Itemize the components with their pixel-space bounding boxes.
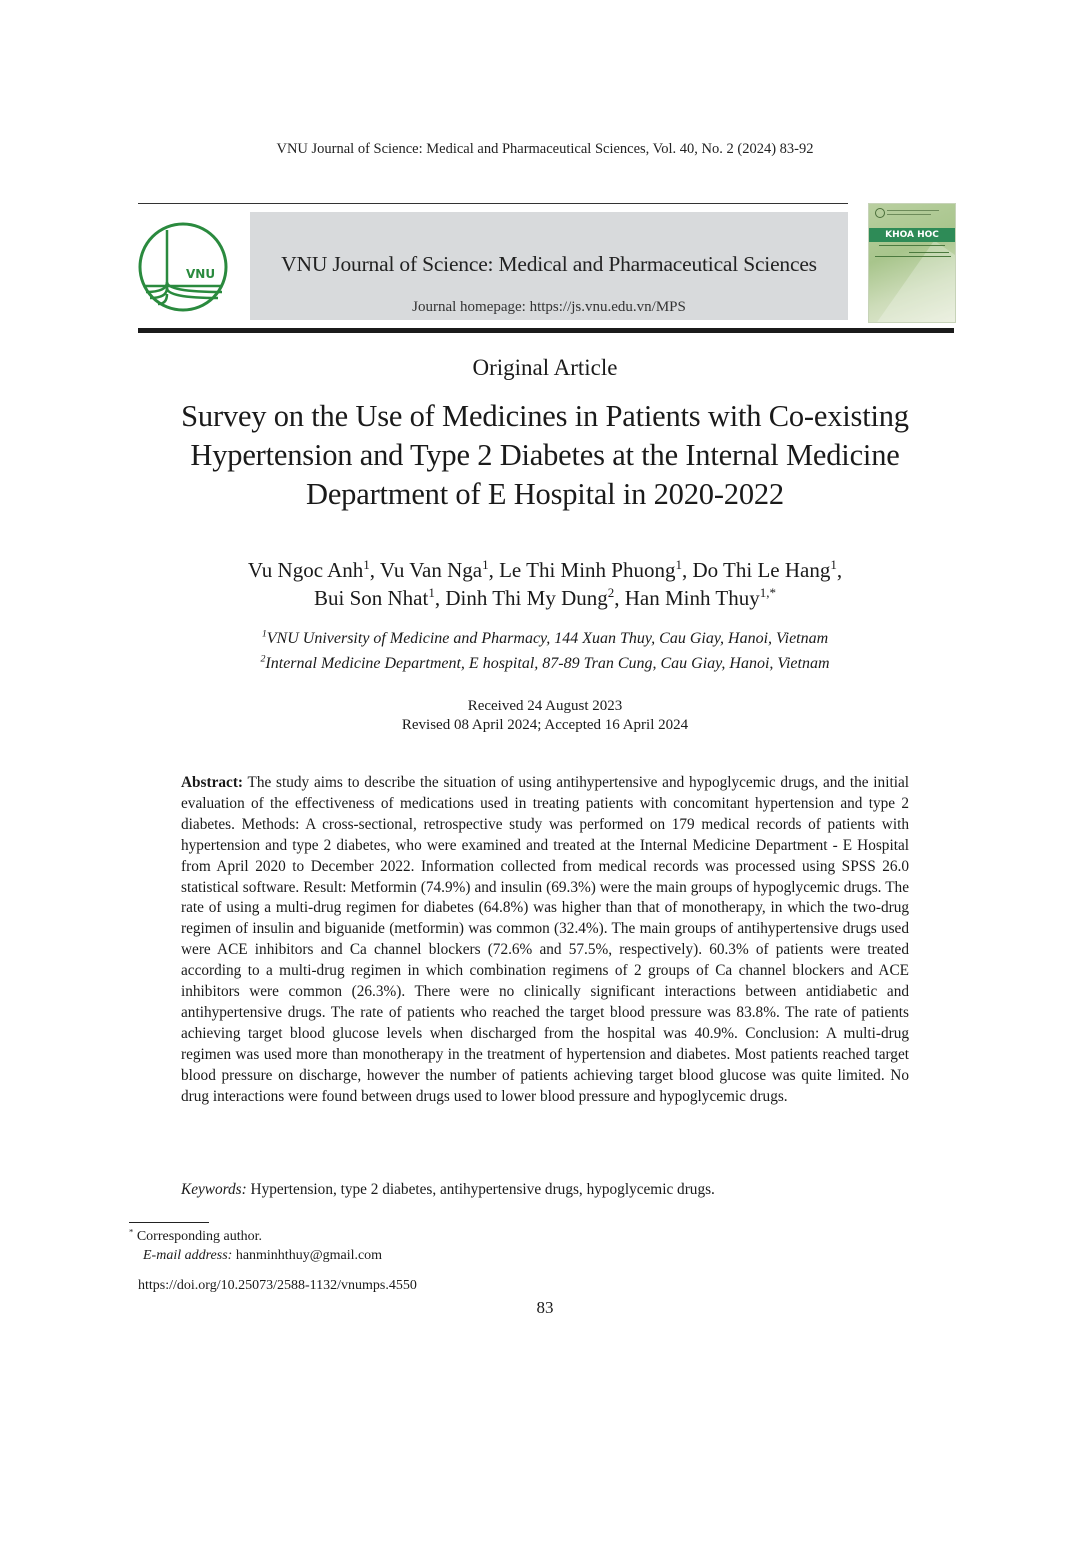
cover-line bbox=[909, 252, 949, 253]
footnote-rule bbox=[129, 1222, 209, 1223]
journal-cover-image bbox=[868, 203, 956, 323]
article-dates bbox=[0, 697, 1090, 735]
article-title bbox=[120, 397, 970, 514]
cover-title: KHOA HOC bbox=[885, 230, 939, 240]
cover-line bbox=[879, 245, 945, 246]
cover-title-band bbox=[869, 228, 955, 242]
author-separator: , bbox=[682, 558, 693, 582]
author-name: Do Thi Le Hang bbox=[692, 558, 831, 582]
article-type: Original Article bbox=[472, 355, 618, 380]
abstract bbox=[181, 773, 909, 1108]
journal-title: VNU Journal of Science: Medical and Pharmaceutical Sciences bbox=[281, 252, 817, 276]
author-name: Dinh Thi My Dung bbox=[445, 586, 608, 610]
corresponding-author-text: Corresponding author. bbox=[136, 1229, 263, 1244]
email-label: E-mail address: bbox=[143, 1248, 233, 1263]
author-separator: , bbox=[488, 558, 500, 582]
masthead-bottom-rule bbox=[138, 328, 954, 333]
author-name: Le Thi Minh Phuong bbox=[499, 558, 676, 582]
affiliation-mark: 1 bbox=[261, 628, 267, 640]
footnote-mark: * bbox=[129, 1226, 134, 1237]
author-affil-mark: 1,* bbox=[759, 585, 776, 600]
author-affil-mark: 1 bbox=[675, 557, 682, 572]
email-address-link[interactable]: hanminhthuy@gmail.com bbox=[235, 1248, 383, 1263]
affiliations bbox=[120, 626, 970, 676]
author-separator: , bbox=[369, 558, 380, 582]
author-affil-mark: 1 bbox=[482, 557, 489, 572]
title-line: Hypertension and Type 2 Diabetes at the Internal Medicine bbox=[190, 438, 900, 472]
title-line: Survey on the Use of Medicines in Patients with Co-existing bbox=[181, 399, 909, 433]
footnote-email bbox=[143, 1248, 382, 1264]
author-affil-mark: 1 bbox=[830, 557, 837, 572]
page-number: 83 bbox=[536, 1298, 554, 1317]
doi-link[interactable]: https://doi.org/10.25073/2588-1132/vnumps.4550 bbox=[138, 1278, 417, 1293]
author-separator: , bbox=[614, 586, 625, 610]
cover-line bbox=[887, 210, 939, 211]
affiliation-mark: 2 bbox=[260, 653, 266, 665]
affiliation bbox=[120, 626, 970, 651]
author-separator: , bbox=[836, 558, 843, 582]
footnote-corresponding bbox=[129, 1226, 263, 1245]
author-list bbox=[140, 556, 950, 612]
running-head: VNU Journal of Science: Medical and Pharmaceutical Sciences, Vol. 40, No. 2 (2024) 83-92 bbox=[276, 141, 814, 157]
masthead-top-rule bbox=[138, 203, 848, 204]
author-affil-mark: 2 bbox=[607, 585, 615, 600]
cover-line bbox=[887, 214, 931, 215]
author-name: Vu Ngoc Anh bbox=[247, 558, 364, 582]
author-affil-mark: 1 bbox=[428, 585, 435, 600]
author-separator: , bbox=[434, 586, 446, 610]
journal-homepage-link[interactable]: Journal homepage: https://js.vnu.edu.vn/MPS bbox=[412, 299, 686, 315]
received-date: Received 24 August 2023 bbox=[467, 698, 623, 714]
affiliation-text: Internal Medicine Department, E hospital, 87-89 Tran Cung, Cau Giay, Hanoi, Vietnam bbox=[265, 655, 830, 672]
abstract-text: The study aims to describe the situation of using antihypertensive and hypoglycemic drugs, and the initial evaluation of the effectiveness of medications used in treating patients with concomitant hypertension and type 2 diabetes. Methods: A cross-sectional, retrospective study was performed on 179 medical records of patients with hypertension and type 2 diabetes, who were examined and treated at the Internal Medicine Department - E Hospital from April 2020 to December 2022. Information collected from medical records was processed using SPSS 26.0 statistical software. Result: Metformin (74.9%) and insulin (69.3%) were the main groups of hypoglycemic drugs. The rate of using a multi-drug regimen for diabetes (64.8%) was higher than that of monotherapy, in which the two-drug regimen of insulin and biguanide (metformin) was common (32.4%). The main groups of antihypertensive drugs used were ACE inhibitors and Ca channel blockers (72.6% and 57.5%, respectively). 60.3% of patients were treated according to a multi-drug regimen in which combination regimens of 2 groups of Ca channel blockers and ACE inhibitors were common (26.3%). There were no clinically significant interactions between antidiabetic and antihypertensive drugs. The rate of patients who reached the target blood pressure was 83.8%. The rate of patients achieving target blood glucose levels when discharged from the hospital was 40.9%. Conclusion: A multi-drug regimen was used more than monotherapy in the treatment of hypertension and diabetes. Most patients reached target blood pressure on discharge, however the number of patients achieving target blood glucose was quite limited. No drug interactions were found between drugs used to lower blood pressure and hypoglycemic drugs. bbox=[181, 774, 909, 1105]
vnu-logo-icon bbox=[136, 220, 230, 314]
author-affil-mark: 1 bbox=[363, 557, 370, 572]
abstract-label: Abstract: bbox=[181, 774, 244, 791]
affiliation-text: VNU University of Medicine and Pharmacy, 144 Xuan Thuy, Cau Giay, Hanoi, Vietnam bbox=[266, 630, 829, 647]
cover-line bbox=[875, 256, 951, 257]
author-name: Han Minh Thuy bbox=[624, 586, 760, 610]
logo-text: VNU bbox=[186, 267, 216, 281]
title-line: Department of E Hospital in 2020-2022 bbox=[306, 477, 784, 511]
affiliation bbox=[120, 651, 970, 676]
author-name: Vu Van Nga bbox=[379, 558, 483, 582]
keywords bbox=[181, 1181, 909, 1199]
keywords-text: Hypertension, type 2 diabetes, antihypertensive drugs, hypoglycemic drugs. bbox=[250, 1181, 715, 1198]
cover-seal-icon bbox=[875, 208, 885, 218]
author-name: Bui Son Nhat bbox=[314, 586, 429, 610]
keywords-label: Keywords: bbox=[181, 1181, 247, 1198]
revised-accepted-date: Revised 08 April 2024; Accepted 16 April 2024 bbox=[401, 717, 689, 733]
